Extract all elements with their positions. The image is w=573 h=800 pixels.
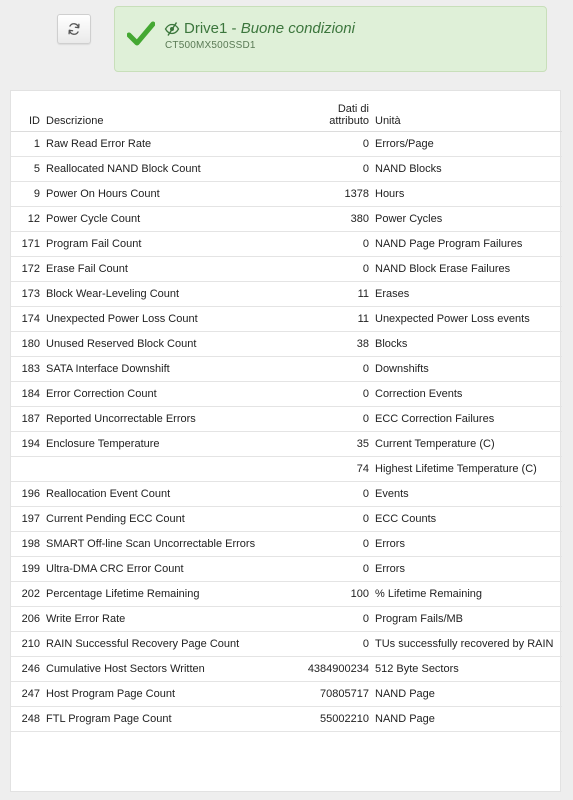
header-value-line2: attributo <box>329 115 369 127</box>
cell-description: Percentage Lifetime Remaining <box>43 582 291 607</box>
cell-description: RAIN Successful Recovery Page Count <box>43 632 291 657</box>
cell-description: Erase Fail Count <box>43 257 291 282</box>
cell-unit: Program Fails/MB <box>372 607 562 632</box>
cell-unit: TUs successfully recovered by RAIN <box>372 632 562 657</box>
table-row <box>11 607 562 632</box>
cell-description: FTL Program Page Count <box>43 707 291 732</box>
cell-id: 1 <box>11 132 43 157</box>
header-description: Descrizione <box>43 91 291 132</box>
cell-unit: Erases <box>372 282 562 307</box>
cell-id: 197 <box>11 507 43 532</box>
cell-id: 172 <box>11 257 43 282</box>
cell-id: 183 <box>11 357 43 382</box>
cell-id: 247 <box>11 682 43 707</box>
cell-description: Enclosure Temperature <box>43 432 291 457</box>
table-row <box>11 182 562 207</box>
cell-id <box>11 457 43 482</box>
cell-value: 35 <box>291 432 372 457</box>
refresh-icon <box>67 22 81 36</box>
table-row <box>11 307 562 332</box>
table-row <box>11 282 562 307</box>
cell-unit: Errors/Page <box>372 132 562 157</box>
table-row <box>11 457 562 482</box>
title-separator: - <box>227 20 241 37</box>
cell-id: 199 <box>11 557 43 582</box>
cell-description: Current Pending ECC Count <box>43 507 291 532</box>
cell-description: Program Fail Count <box>43 232 291 257</box>
cell-unit: Blocks <box>372 332 562 357</box>
visibility-icon[interactable] <box>164 21 180 37</box>
cell-id: 5 <box>11 157 43 182</box>
cell-description: Unexpected Power Loss Count <box>43 307 291 332</box>
cell-id: 196 <box>11 482 43 507</box>
cell-value: 1378 <box>291 182 372 207</box>
cell-unit: NAND Block Erase Failures <box>372 257 562 282</box>
cell-value: 0 <box>291 257 372 282</box>
table-row <box>11 132 562 157</box>
cell-id: 210 <box>11 632 43 657</box>
cell-description: Block Wear-Leveling Count <box>43 282 291 307</box>
cell-value: 0 <box>291 382 372 407</box>
cell-value: 0 <box>291 607 372 632</box>
table-row <box>11 332 562 357</box>
table-row <box>11 507 562 532</box>
cell-description: Ultra-DMA CRC Error Count <box>43 557 291 582</box>
cell-description: Raw Read Error Rate <box>43 132 291 157</box>
drive-model: CT500MX500SSD1 <box>165 40 256 51</box>
cell-unit: Errors <box>372 557 562 582</box>
cell-value: 0 <box>291 157 372 182</box>
header-unit: Unità <box>372 91 562 132</box>
cell-description: Power Cycle Count <box>43 207 291 232</box>
cell-id: 171 <box>11 232 43 257</box>
cell-value: 0 <box>291 532 372 557</box>
table-row <box>11 407 562 432</box>
cell-id: 248 <box>11 707 43 732</box>
table-row <box>11 557 562 582</box>
cell-value: 55002210 <box>291 707 372 732</box>
table-row <box>11 382 562 407</box>
drive-status-panel <box>114 6 547 72</box>
cell-unit: NAND Page <box>372 682 562 707</box>
cell-value: 380 <box>291 207 372 232</box>
cell-unit: Highest Lifetime Temperature (C) <box>372 457 562 482</box>
table-row <box>11 157 562 182</box>
cell-value: 0 <box>291 632 372 657</box>
table-header-row <box>11 91 562 132</box>
drive-status-title <box>164 20 355 37</box>
cell-description: Reallocation Event Count <box>43 482 291 507</box>
cell-description: Reallocated NAND Block Count <box>43 157 291 182</box>
cell-unit: ECC Correction Failures <box>372 407 562 432</box>
cell-unit: Current Temperature (C) <box>372 432 562 457</box>
cell-unit: Downshifts <box>372 357 562 382</box>
cell-value: 11 <box>291 282 372 307</box>
table-row <box>11 257 562 282</box>
header-value-line1: Dati di <box>337 103 369 115</box>
cell-value: 11 <box>291 307 372 332</box>
cell-id: 198 <box>11 532 43 557</box>
cell-description: SMART Off-line Scan Uncorrectable Errors <box>43 532 291 557</box>
cell-unit: NAND Blocks <box>372 157 562 182</box>
cell-id: 12 <box>11 207 43 232</box>
cell-unit: Hours <box>372 182 562 207</box>
cell-unit: Events <box>372 482 562 507</box>
cell-id: 174 <box>11 307 43 332</box>
cell-id: 180 <box>11 332 43 357</box>
cell-description: Write Error Rate <box>43 607 291 632</box>
cell-id: 206 <box>11 607 43 632</box>
cell-value: 0 <box>291 357 372 382</box>
cell-id: 187 <box>11 407 43 432</box>
check-icon <box>127 21 155 47</box>
table-row <box>11 432 562 457</box>
table-row <box>11 657 562 682</box>
drive-name: Drive1 <box>184 20 228 37</box>
cell-unit: Unexpected Power Loss events <box>372 307 562 332</box>
cell-value: 100 <box>291 582 372 607</box>
cell-unit: NAND Page <box>372 707 562 732</box>
cell-id: 202 <box>11 582 43 607</box>
cell-unit: ECC Counts <box>372 507 562 532</box>
cell-value: 0 <box>291 232 372 257</box>
cell-value: 0 <box>291 482 372 507</box>
cell-value: 70805717 <box>291 682 372 707</box>
table-row <box>11 532 562 557</box>
cell-id: 9 <box>11 182 43 207</box>
smart-attributes-table <box>11 91 562 732</box>
cell-id: 246 <box>11 657 43 682</box>
cell-value: 38 <box>291 332 372 357</box>
cell-unit: Power Cycles <box>372 207 562 232</box>
cell-unit: Errors <box>372 532 562 557</box>
table-row <box>11 482 562 507</box>
header-value <box>291 91 372 132</box>
cell-unit: NAND Page Program Failures <box>372 232 562 257</box>
table-row <box>11 707 562 732</box>
cell-id: 184 <box>11 382 43 407</box>
cell-description: Reported Uncorrectable Errors <box>43 407 291 432</box>
cell-unit: Correction Events <box>372 382 562 407</box>
cell-value: 0 <box>291 557 372 582</box>
drive-health: Buone condizioni <box>240 20 355 37</box>
cell-unit: 512 Byte Sectors <box>372 657 562 682</box>
cell-value: 74 <box>291 457 372 482</box>
cell-value: 4384900234 <box>291 657 372 682</box>
table-row <box>11 682 562 707</box>
cell-id: 194 <box>11 432 43 457</box>
cell-id: 173 <box>11 282 43 307</box>
cell-description: Error Correction Count <box>43 382 291 407</box>
cell-description: SATA Interface Downshift <box>43 357 291 382</box>
table-row <box>11 632 562 657</box>
refresh-button[interactable] <box>57 14 91 44</box>
cell-value: 0 <box>291 407 372 432</box>
cell-description: Cumulative Host Sectors Written <box>43 657 291 682</box>
cell-description: Unused Reserved Block Count <box>43 332 291 357</box>
header-id: ID <box>11 91 43 132</box>
cell-value: 0 <box>291 132 372 157</box>
cell-unit: % Lifetime Remaining <box>372 582 562 607</box>
cell-description: Power On Hours Count <box>43 182 291 207</box>
table-row <box>11 582 562 607</box>
cell-value: 0 <box>291 507 372 532</box>
table-row <box>11 232 562 257</box>
smart-attributes-panel <box>10 90 561 792</box>
cell-description: Host Program Page Count <box>43 682 291 707</box>
cell-description <box>43 457 291 482</box>
table-row <box>11 207 562 232</box>
table-row <box>11 357 562 382</box>
